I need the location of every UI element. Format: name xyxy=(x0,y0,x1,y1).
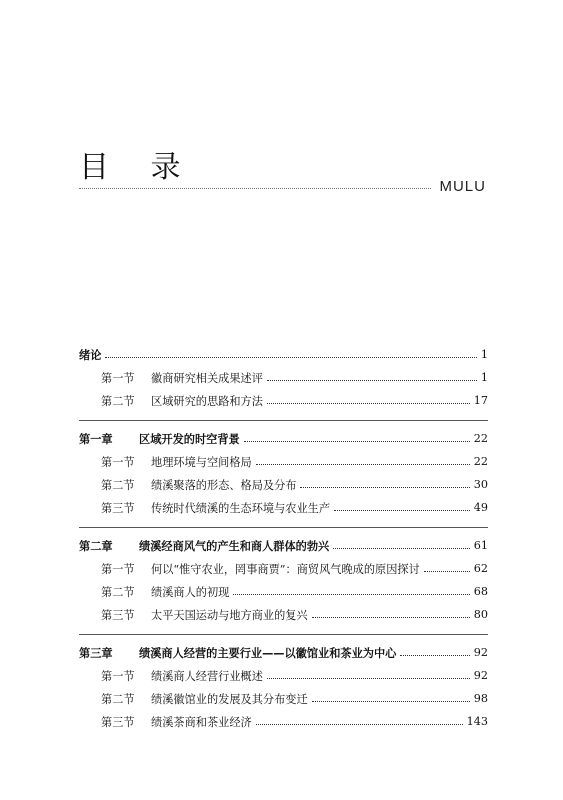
toc-entry-lead xyxy=(101,691,308,707)
chapter-title: 区域开发的时空背景 xyxy=(139,432,240,446)
toc-entry-lead xyxy=(79,538,329,554)
page-title: 目 录 xyxy=(79,150,197,185)
toc-entry-lead xyxy=(101,584,229,600)
page-number: 68 xyxy=(473,585,488,598)
section-title: 何以“惟守农业，罔事商贾”：商贸风气晚成的原因探讨 xyxy=(151,562,420,576)
chapter-title: 绩溪商人经营的主要行业——以徽馆业和茶业为中心 xyxy=(139,646,397,660)
dot-leader xyxy=(267,380,477,381)
dot-leader xyxy=(267,403,470,404)
toc-entry-lead xyxy=(101,607,308,623)
chapter-divider xyxy=(79,527,488,528)
toc-section-entry[interactable] xyxy=(79,580,488,603)
section-title: 绩溪聚落的形态、格局及分布 xyxy=(151,478,297,492)
toc-section-entry[interactable] xyxy=(79,710,488,733)
page-subtitle: MULU xyxy=(439,178,486,195)
page-number: 1 xyxy=(480,371,488,384)
dot-leader xyxy=(400,655,469,656)
toc-chapter-entry[interactable] xyxy=(79,427,488,450)
page-number: 143 xyxy=(466,715,488,728)
toc-entry-lead xyxy=(101,393,263,409)
toc-section-entry[interactable] xyxy=(79,664,488,687)
dot-leader xyxy=(256,724,463,725)
toc-section-entry[interactable] xyxy=(79,557,488,580)
section-number: 第二节 xyxy=(101,692,135,706)
section-number: 第二节 xyxy=(101,585,135,599)
section-title: 太平天国运动与地方商业的复兴 xyxy=(151,608,308,622)
page-number: 92 xyxy=(473,646,488,659)
toc-section-entry[interactable] xyxy=(79,496,488,519)
section-number: 第三节 xyxy=(101,501,135,515)
dot-leader xyxy=(312,701,470,702)
toc-entry-lead xyxy=(101,477,296,493)
page-number: 1 xyxy=(480,348,488,361)
toc-header xyxy=(79,140,486,200)
dot-leader xyxy=(105,357,476,358)
toc-chapter-entry[interactable] xyxy=(79,641,488,664)
page-number: 30 xyxy=(473,478,488,491)
section-number: 第三节 xyxy=(101,608,135,622)
toc-entry-lead xyxy=(101,561,420,577)
page-number: 98 xyxy=(473,692,488,705)
page-number: 22 xyxy=(473,432,488,445)
dot-leader xyxy=(233,594,469,595)
section-number: 第一节 xyxy=(101,371,135,385)
chapter-title: 绩溪经商风气的产生和商人群体的勃兴 xyxy=(139,539,330,553)
section-title: 绩溪茶商和茶业经济 xyxy=(151,715,252,729)
section-title: 绩溪商人的初现 xyxy=(151,585,230,599)
dot-leader xyxy=(334,510,470,511)
chapter-number: 绪论 xyxy=(79,348,102,362)
chapter-number: 第三章 xyxy=(79,646,113,660)
section-number: 第三节 xyxy=(101,715,135,729)
page-number: 17 xyxy=(473,394,488,407)
toc-section-entry[interactable] xyxy=(79,366,488,389)
title-dotted-rule xyxy=(79,188,431,189)
page-number: 92 xyxy=(473,669,488,682)
chapter-number: 第二章 xyxy=(79,539,113,553)
dot-leader xyxy=(256,464,470,465)
toc-entry-lead xyxy=(101,714,252,730)
section-number: 第一节 xyxy=(101,562,135,576)
toc-entry-lead xyxy=(101,454,252,470)
page-number: 62 xyxy=(473,562,488,575)
page-number: 61 xyxy=(473,539,488,552)
section-title: 徽商研究相关成果述评 xyxy=(151,371,263,385)
section-number: 第二节 xyxy=(101,478,135,492)
toc-section-entry[interactable] xyxy=(79,450,488,473)
section-title: 区域研究的思路和方法 xyxy=(151,394,263,408)
dot-leader xyxy=(267,678,470,679)
toc-entry-lead xyxy=(79,431,240,447)
toc-section-entry[interactable] xyxy=(79,603,488,626)
table-of-contents xyxy=(79,343,488,733)
section-title: 传统时代绩溪的生态环境与农业生产 xyxy=(151,501,331,515)
section-title: 地理环境与空间格局 xyxy=(151,455,252,469)
dot-leader xyxy=(300,487,469,488)
toc-entry-lead xyxy=(101,500,330,516)
toc-entry-lead xyxy=(101,370,263,386)
section-number: 第二节 xyxy=(101,394,135,408)
page-number: 22 xyxy=(473,455,488,468)
section-number: 第一节 xyxy=(101,669,135,683)
toc-section-entry[interactable] xyxy=(79,687,488,710)
dot-leader xyxy=(244,441,470,442)
toc-chapter-entry[interactable] xyxy=(79,534,488,557)
toc-entry-lead xyxy=(79,347,101,363)
dot-leader xyxy=(424,571,470,572)
toc-entry-lead xyxy=(101,668,263,684)
toc-chapter-entry[interactable] xyxy=(79,343,488,366)
section-title: 绩溪商人经营行业概述 xyxy=(151,669,263,683)
chapter-number: 第一章 xyxy=(79,432,113,446)
toc-section-entry[interactable] xyxy=(79,473,488,496)
section-title: 绩溪徽馆业的发展及其分布变迁 xyxy=(151,692,308,706)
section-number: 第一节 xyxy=(101,455,135,469)
page-number: 80 xyxy=(473,608,488,621)
chapter-divider xyxy=(79,420,488,421)
page-number: 49 xyxy=(473,501,488,514)
chapter-divider xyxy=(79,634,488,635)
toc-section-entry[interactable] xyxy=(79,389,488,412)
dot-leader xyxy=(333,548,470,549)
dot-leader xyxy=(312,617,470,618)
toc-entry-lead xyxy=(79,645,396,661)
